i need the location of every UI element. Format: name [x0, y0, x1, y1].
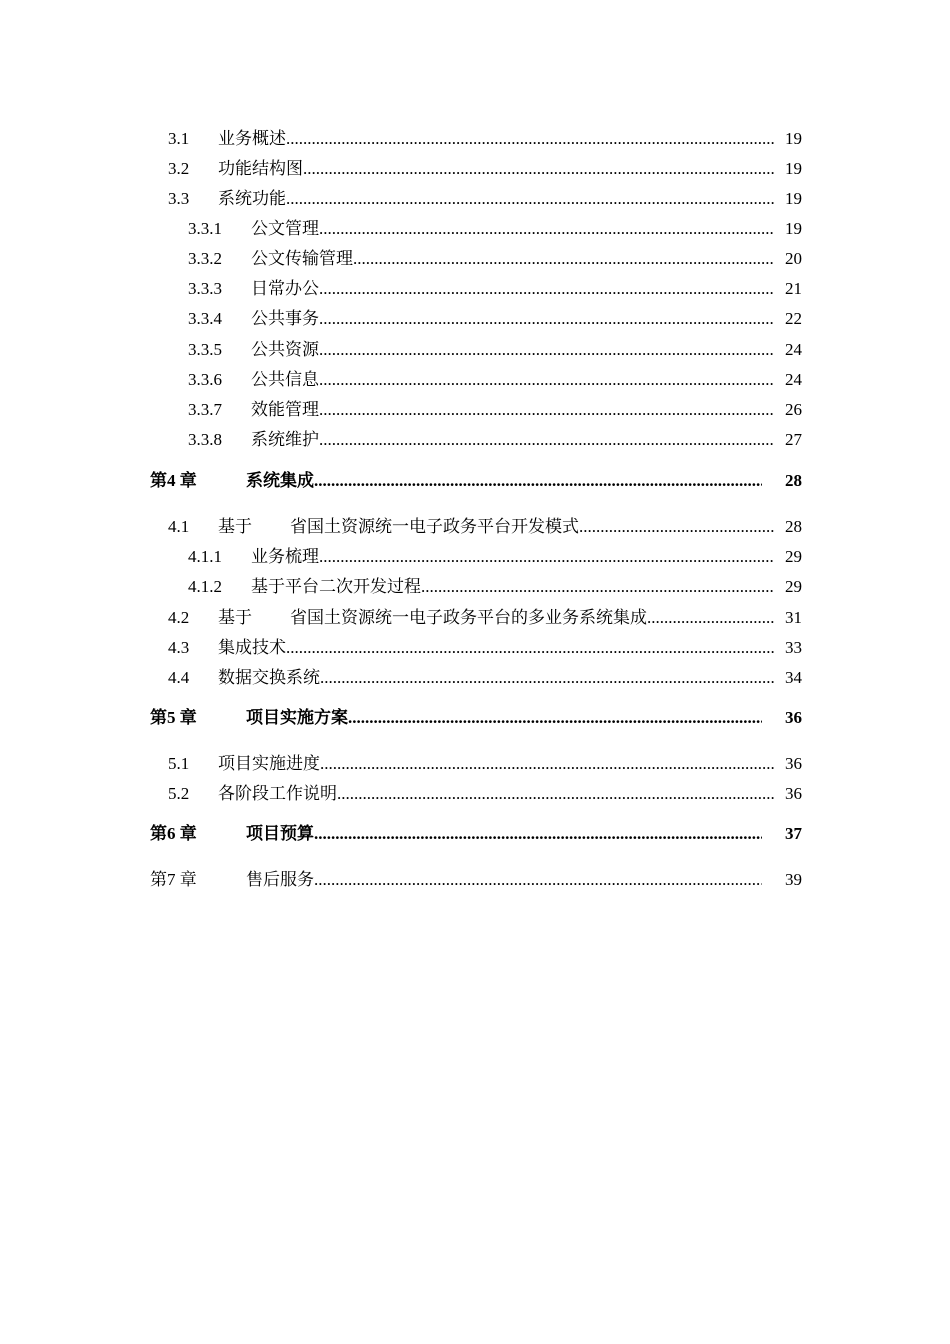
- dot-leader: [353, 247, 774, 271]
- toc-page-number: 24: [785, 340, 802, 359]
- toc-entry[interactable]: [188, 307, 802, 331]
- toc-title: [218, 606, 647, 630]
- toc-page-number: 36: [785, 754, 802, 773]
- dot-leader: [319, 307, 774, 331]
- toc-entry[interactable]: [188, 277, 802, 301]
- toc-number: 3.3.2: [188, 249, 222, 268]
- toc-page-number: 22: [785, 309, 802, 328]
- toc-number: 5.1: [168, 754, 190, 773]
- dot-leader: [320, 666, 774, 690]
- toc-page-number: 28: [785, 517, 802, 536]
- toc-chapter-entry[interactable]: [150, 822, 802, 846]
- toc-chapter-number: 第4 章: [150, 471, 197, 490]
- toc-number: 4.1: [168, 517, 190, 536]
- toc-chapter-number: 第6 章: [150, 824, 197, 843]
- dot-leader: [319, 368, 774, 392]
- toc-entry[interactable]: [188, 247, 802, 271]
- toc-page-number: 19: [785, 129, 802, 148]
- toc-title-rest: 省国土资源统一电子政务平台开发模式: [290, 517, 579, 536]
- toc-chapter-title: 系统集成: [246, 471, 314, 490]
- toc-title-rest: 省国土资源统一电子政务平台的多业务系统集成: [290, 608, 647, 627]
- dot-leader: [421, 575, 774, 599]
- toc-entry[interactable]: [168, 782, 802, 806]
- toc-number: 3.3.3: [188, 279, 222, 298]
- toc-title: 业务梳理: [251, 547, 319, 566]
- toc-title: 公文传输管理: [251, 249, 353, 268]
- dot-leader: [286, 127, 774, 151]
- dot-leader: [319, 545, 774, 569]
- toc-title: 数据交换系统: [218, 668, 320, 687]
- toc-chapter-entry[interactable]: [150, 469, 802, 493]
- toc-title: 效能管理: [251, 400, 319, 419]
- toc-page-number: 27: [785, 430, 802, 449]
- toc-chapter-number: 第7 章: [150, 870, 197, 889]
- toc-number: 3.3.8: [188, 430, 222, 449]
- toc-number: 4.4: [168, 668, 190, 687]
- dot-leader: [320, 752, 774, 776]
- toc-page-number: 28: [785, 471, 802, 490]
- toc-title: 基于平台二次开发过程: [251, 577, 421, 596]
- toc-entry[interactable]: [188, 428, 802, 452]
- toc-title: 系统功能: [218, 189, 286, 208]
- dot-leader: [348, 706, 762, 730]
- dot-leader: [337, 782, 774, 806]
- toc-number: 3.3.4: [188, 309, 222, 328]
- toc-page-number: 36: [785, 708, 802, 727]
- dot-leader: [647, 606, 774, 630]
- toc-page-number: 29: [785, 577, 802, 596]
- dot-leader: [319, 217, 774, 241]
- toc-page-number: 39: [785, 870, 802, 889]
- toc-entry[interactable]: [188, 545, 802, 569]
- toc-page-number: 21: [785, 279, 802, 298]
- toc-title: 公共信息: [251, 370, 319, 389]
- toc-chapter-entry[interactable]: [150, 868, 802, 892]
- toc-title-prefix: 基于: [218, 517, 252, 536]
- toc-page-number: 34: [785, 668, 802, 687]
- toc-entry[interactable]: [168, 515, 802, 539]
- toc-page-number: 19: [785, 159, 802, 178]
- toc-number: 3.2: [168, 159, 190, 178]
- toc-number: 4.1.2: [188, 577, 222, 596]
- toc-entry[interactable]: [168, 157, 802, 181]
- toc-number: 3.3.6: [188, 370, 222, 389]
- toc-chapter-entry[interactable]: [150, 706, 802, 730]
- toc-chapter-title: 项目实施方案: [246, 708, 348, 727]
- toc-page-number: 19: [785, 219, 802, 238]
- toc-entry[interactable]: [188, 368, 802, 392]
- dot-leader: [319, 398, 774, 422]
- toc-page-number: 36: [785, 784, 802, 803]
- toc-chapter-title: 项目预算: [246, 824, 314, 843]
- toc-title: 业务概述: [218, 129, 286, 148]
- toc-title: 系统维护: [251, 430, 319, 449]
- toc-page-number: 26: [785, 400, 802, 419]
- toc-entry[interactable]: [168, 187, 802, 211]
- toc-title: [218, 515, 579, 539]
- dot-leader: [319, 277, 774, 301]
- dot-leader: [286, 636, 774, 660]
- toc-number: 4.1.1: [188, 547, 222, 566]
- toc-page-number: 33: [785, 638, 802, 657]
- toc-entry[interactable]: [188, 398, 802, 422]
- dot-leader: [314, 822, 762, 846]
- toc-title: 集成技术: [218, 638, 286, 657]
- toc-title: 各阶段工作说明: [218, 784, 337, 803]
- toc-title: 日常办公: [251, 279, 319, 298]
- toc-number: 3.3: [168, 189, 190, 208]
- dot-leader: [286, 187, 774, 211]
- toc-page-number: 31: [785, 608, 802, 627]
- toc-entry[interactable]: [188, 575, 802, 599]
- toc-number: 4.2: [168, 608, 190, 627]
- dot-leader: [319, 338, 774, 362]
- toc-page-number: 20: [785, 249, 802, 268]
- toc-entry[interactable]: [188, 338, 802, 362]
- toc-chapter-number: 第5 章: [150, 708, 197, 727]
- toc-title: 项目实施进度: [218, 754, 320, 773]
- toc-title: 公共事务: [251, 309, 319, 328]
- toc-entry[interactable]: [168, 752, 802, 776]
- dot-leader: [579, 515, 774, 539]
- toc-title: 公文管理: [251, 219, 319, 238]
- toc-number: 3.3.7: [188, 400, 222, 419]
- toc-page-number: 24: [785, 370, 802, 389]
- toc-title-prefix: 基于: [218, 608, 252, 627]
- toc-page-number: 19: [785, 189, 802, 208]
- toc-title: 功能结构图: [218, 159, 303, 178]
- toc-entry[interactable]: [188, 217, 802, 241]
- dot-leader: [314, 469, 762, 493]
- toc-page-number: 37: [785, 824, 802, 843]
- toc-entry[interactable]: [168, 666, 802, 690]
- toc-number: 5.2: [168, 784, 190, 803]
- toc-entry[interactable]: [168, 636, 802, 660]
- dot-leader: [319, 428, 774, 452]
- toc-number: 4.3: [168, 638, 190, 657]
- dot-leader: [314, 868, 762, 892]
- toc-number: 3.3.5: [188, 340, 222, 359]
- toc-chapter-title: 售后服务: [246, 870, 314, 889]
- toc-entry[interactable]: [168, 606, 802, 630]
- toc-title: 公共资源: [251, 340, 319, 359]
- toc-entry[interactable]: [168, 127, 802, 151]
- toc-page-number: 29: [785, 547, 802, 566]
- toc-number: 3.1: [168, 129, 190, 148]
- toc-number: 3.3.1: [188, 219, 222, 238]
- dot-leader: [303, 157, 774, 181]
